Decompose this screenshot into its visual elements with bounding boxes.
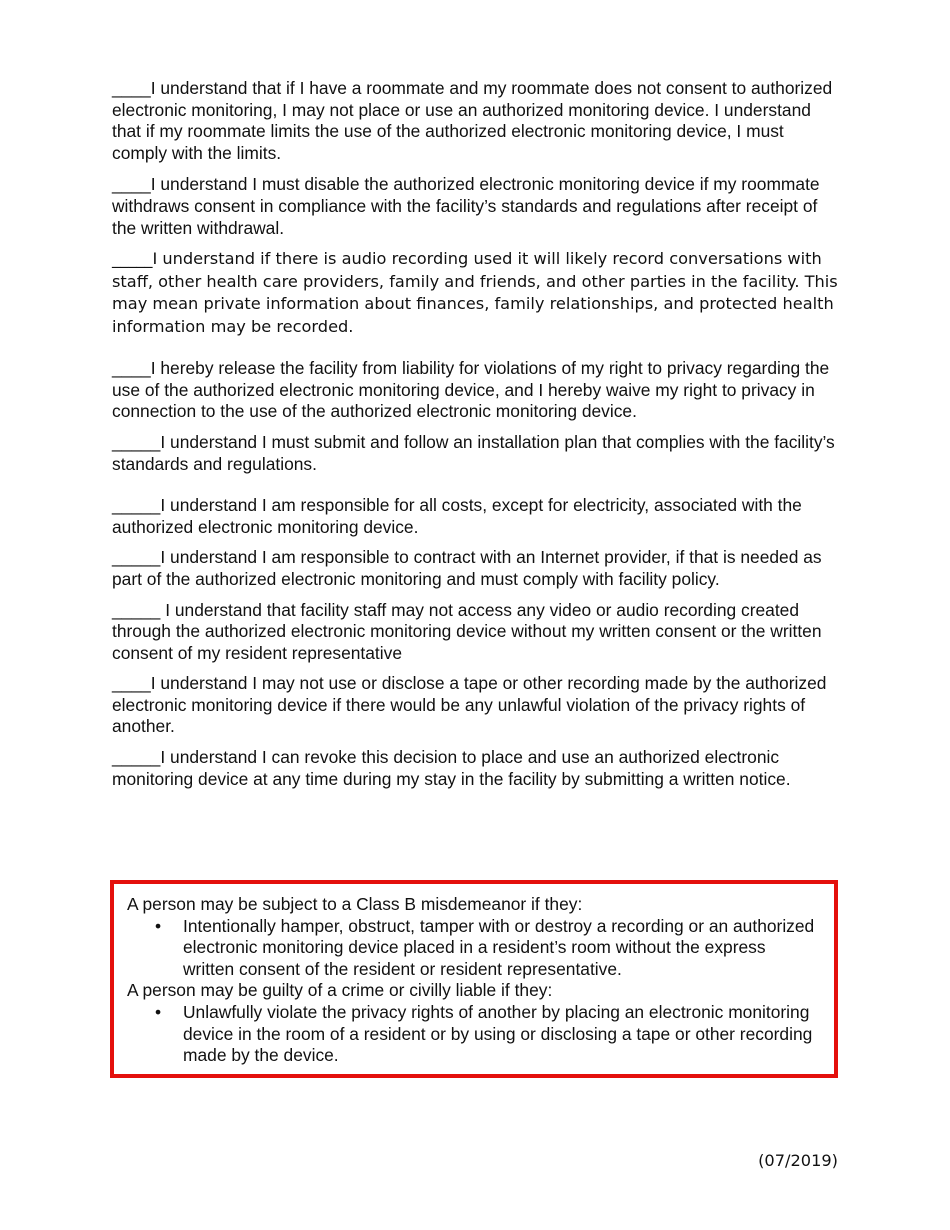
bullet-icon: • [155,915,162,936]
acknowledgement-text: I understand I am responsible for all costs, except for electricity, associated with the authorized electronic monitoring device. [112,495,802,537]
initial-blank: ____ [112,174,151,195]
acknowledgement-text: I understand I am responsible to contract with an Internet provider, if that is needed as part of the authorized electronic monitoring and must comply with facility policy. [112,547,822,589]
revision-date: (07/2019) [758,1151,838,1170]
notice-list [127,916,820,981]
notice-bullet-item [127,916,820,981]
acknowledgement-item [112,547,842,590]
legal-notice-box [110,880,838,1078]
initial-blank: ____ [112,673,151,694]
notice-heading: A person may be subject to a Class B misdemeanor if they: [127,894,583,914]
acknowledgement-item [112,174,842,239]
bullet-icon: • [155,1001,162,1022]
initial-blank: _____ [112,249,153,269]
acknowledgement-text: I understand if there is audio recording used it will likely record conversations with staff, other health care providers, family and friends, and other parties in the facility. This may mean private information about finances, family relationships, and protected health information may be recorded. [112,249,838,336]
acknowledgement-item [112,358,842,423]
acknowledgement-item [112,78,842,164]
acknowledgement-item [112,495,842,538]
initial-blank: _____ [112,431,161,452]
initial-blank: ____ [112,78,151,98]
acknowledgement-text: I hereby release the facility from liability for violations of my right to privacy regarding the use of the authorized electronic monitoring device, and I hereby waive my right to privacy in connection to the use of the authorized electronic monitoring device. [112,358,830,422]
acknowledgement-item [112,600,842,665]
acknowledgement-item [112,747,842,790]
acknowledgement-item [112,432,842,475]
initial-blank: ____ [112,358,151,379]
acknowledgement-item [112,673,842,738]
initial-blank: _____ [112,495,161,516]
legal-notice-content [114,884,834,1067]
notice-heading: A person may be guilty of a crime or civilly liable if they: [127,980,553,1001]
acknowledgement-text: I understand I must disable the authorized electronic monitoring device if my roommate withdraws consent in compliance with the facility’s standards and regulations after receipt of the written withdrawal. [112,174,820,238]
acknowledgement-text: I understand I can revoke this decision to place and use an authorized electronic monitoring device at any time during my stay in the facility by submitting a written notice. [112,747,791,789]
initial-blank: _____ [112,747,161,768]
notice-bullet-item [127,1002,820,1067]
acknowledgement-item [112,248,842,338]
notice-bullet-text: Unlawfully violate the privacy rights of another by placing an electronic monitoring device in the room of a resident or by using or disclosing a tape or other recording made by the device. [183,1001,813,1066]
acknowledgement-text: I understand I must submit and follow an installation plan that complies with the facility’s standards and regulations. [112,431,835,474]
acknowledgement-list [112,78,842,790]
acknowledgement-text: I understand that if I have a roommate and my roommate does not consent to authorized electronic monitoring, I may not place or use an authorized monitoring device. I understand that if my roommate limits the use of the authorized electronic monitoring device, I must comply with the limits. [112,78,833,163]
initial-blank: _____ [112,547,161,568]
notice-list [127,1002,820,1067]
notice-bullet-text: Intentionally hamper, obstruct, tamper with or destroy a recording or an authorized electronic monitoring device placed in a resident’s room without the express written consent of the resident or resident representative. [183,915,815,979]
acknowledgement-text: I understand that facility staff may not access any video or audio recording created through the authorized electronic monitoring device without my written consent or the written consent of my resident representative [112,599,822,663]
acknowledgement-text: I understand I may not use or disclose a tape or other recording made by the authorized electronic monitoring device if there would be any unlawful violation of the privacy rights of another. [112,673,827,737]
initial-blank: _____ [112,599,166,620]
